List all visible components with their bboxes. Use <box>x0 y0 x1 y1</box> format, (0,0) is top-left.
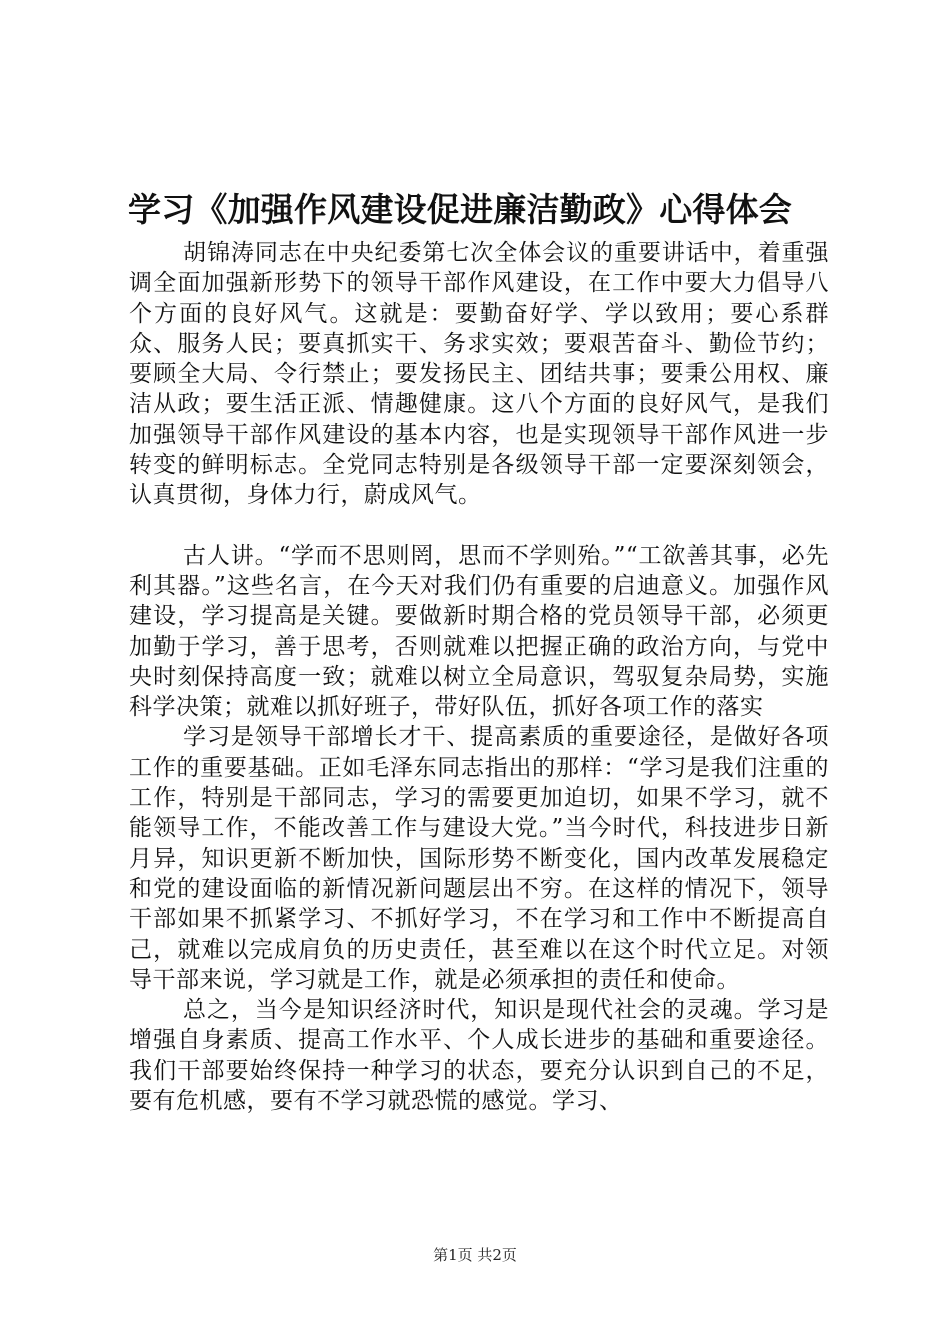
document-title: 学习《加强作风建设促进廉洁勤政》心得体会 <box>128 190 792 229</box>
paragraph-1: 胡锦涛同志在中央纪委第七次全体会议的重要讲话中，着重强调全面加强新形势下的领导干部作风建设，在工作中要大力倡导八个方面的良好风气。这就是：要勤奋好学、学以致用；要心系群众、服务人民；要真抓实干、务求实效；要艰苦奋斗、勤俭节约；要顾全大局、令行禁止；要发扬民主、团结共事；要秉公用权、廉洁从政；要生活正派、情趣健康。这八个方面的良好风气，是我们加强领导干部作风建设的基本内容，也是实现领导干部作风进一步转变的鲜明标志。全党同志特别是各级领导干部一定要深刻领会，认真贯彻，身体力行，蔚成风气。 <box>129 240 829 509</box>
paragraph-spacer <box>129 511 829 541</box>
page-footer: 第1页 共2页 <box>433 1246 517 1264</box>
document-body <box>129 238 829 1116</box>
paragraph-3: 学习是领导干部增长才干、提高素质的重要途径，是做好各项工作的重要基础。正如毛泽东同志指出的那样：“学习是我们注重的工作，特别是干部同志，学习的需要更加迫切，如果不学习，就不能领导工作，不能改善工作与建设大党。”当今时代，科技进步日新月异，知识更新不断加快，国际形势不断变化，国内改革发展稳定和党的建设面临的新情况新问题层出不穷。在这样的情况下，领导干部如果不抓紧学习、不抓好学习，不在学习和工作中不断提高自己，就难以完成肩负的历史责任，甚至难以在这个时代立足。对领导干部来说，学习就是工作，就是必须承担的责任和使命。 <box>129 724 829 993</box>
paragraph-4: 总之，当今是知识经济时代，知识是现代社会的灵魂。学习是增强自身素质、提高工作水平、个人成长进步的基础和重要途径。我们干部要始终保持一种学习的状态，要充分认识到自己的不足，要有危机感，要有不学习就恐慌的感觉。学习、 <box>129 997 829 1115</box>
paragraph-2: 古人讲。“学而不思则罔，思而不学则殆。”“工欲善其事，必先利其器。”这些名言，在今天对我们仍有重要的启迪意义。加强作风建设，学习提高是关键。要做新时期合格的党员领导干部，必须更加勤于学习，善于思考，否则就难以把握正确的政治方向，与党中央时刻保持高度一致；就难以树立全局意识，驾驭复杂局势，实施科学决策；就难以抓好班子，带好队伍，抓好各项工作的落实 <box>129 542 829 721</box>
